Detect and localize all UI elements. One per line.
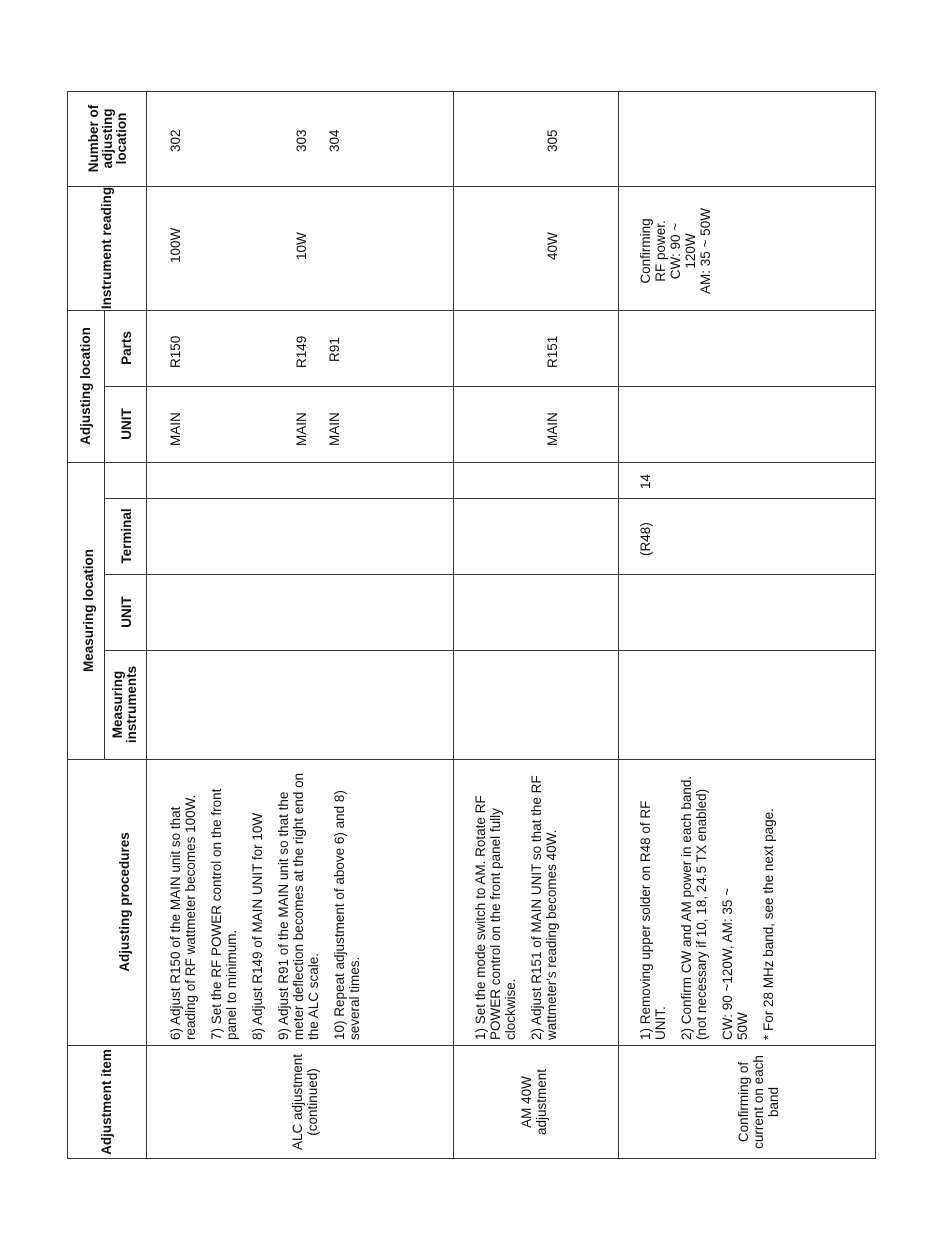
parts-value: R149 <box>294 335 309 368</box>
procedure-note: CW: 90 ~120W, AM: 35 ~ 50W <box>720 887 750 1040</box>
row-item-alc: ALC adjustment (continued) <box>290 1053 320 1151</box>
reading-line: CW: 90 ~ <box>668 222 683 280</box>
reading-line: AM: 35 ~ 50W <box>698 208 713 294</box>
procedure-step: 10) Repeat adjustment of above 6) and 8) several times. <box>332 790 362 1040</box>
reading-line: 120W <box>683 233 698 269</box>
location-number: 305 <box>545 129 560 152</box>
procedure-step: 1) Set the mode switch to AM. Rotate RF POWER control on the front panel fully clockwise. <box>473 795 518 1040</box>
header-adjusting-location: Adjusting location <box>78 327 93 445</box>
procedure-note: * For 28 MHz band, see the next page. <box>761 808 776 1040</box>
header-measuring-location: Measuring location <box>81 548 96 673</box>
procedure-step: 2) Adjust R151 of MAIN UNIT so that the RF wattmeter's reading becomes 40W. <box>529 775 559 1040</box>
reading-value: 10W <box>294 232 309 260</box>
row-item-confirming-current: Confirming of current on each band <box>735 1055 781 1149</box>
location-number: 302 <box>168 129 183 152</box>
reading-confirming <box>638 201 728 301</box>
reading-line: Confirming <box>638 218 653 284</box>
row-item-am-40w: AM 40W adjustment <box>519 1068 549 1136</box>
reading-value: 40W <box>545 232 560 260</box>
row-procedures-confirming <box>638 770 858 1040</box>
row-procedures-am-40w <box>473 770 603 1040</box>
procedure-step: 7) Set the RF POWER control on the front panel to minimum. <box>209 788 239 1040</box>
procedure-step: 2) Confirm CW and AM power in each band. (not necessary if 10, 18, 24.5 TX enabled) <box>679 775 709 1040</box>
location-number: 303 <box>294 129 309 152</box>
row-procedures-alc <box>168 770 453 1040</box>
procedure-step: 1) Removing upper solder on R48 of RF UNIT. <box>638 800 668 1040</box>
parts-value: R91 <box>327 337 342 362</box>
adj-unit-value: MAIN <box>545 412 560 446</box>
header-parts: Parts <box>119 331 134 365</box>
header-number-of-adjusting-location: Number of adjusting location <box>86 104 129 173</box>
location-number: 304 <box>327 129 342 152</box>
terminal-extra-value: 14 <box>638 473 653 489</box>
parts-value: R150 <box>168 335 183 368</box>
header-measuring-instruments: Measuring instruments <box>110 665 139 744</box>
adj-unit-value: MAIN <box>168 412 183 446</box>
procedure-step: 8) Adjust R149 of MAIN UNIT for 10W <box>250 812 265 1040</box>
header-adjustment-item: Adjustment item <box>99 1049 114 1155</box>
adj-unit-value: MAIN <box>294 412 309 446</box>
header-adjusting-procedures: Adjusting procedures <box>117 832 132 972</box>
parts-value: R151 <box>545 335 560 368</box>
reading-value: 100W <box>168 227 183 263</box>
procedure-step: 9) Adjust R91 of the MAIN unit so that the meter deflection becomes at the right end on the ALC scale. <box>276 772 321 1040</box>
adj-unit-value: MAIN <box>327 412 342 446</box>
header-terminal: Terminal <box>119 508 134 564</box>
reading-line: RF power. <box>653 220 668 282</box>
header-instrument-reading: Instrument reading <box>99 186 114 310</box>
terminal-value: (R48) <box>638 522 653 556</box>
header-adjusting-unit: UNIT <box>119 408 134 440</box>
procedure-step: 6) Adjust R150 of the MAIN unit so that reading of RF wattmeter becomes 100W. <box>168 794 198 1040</box>
header-measuring-unit: UNIT <box>119 596 134 628</box>
